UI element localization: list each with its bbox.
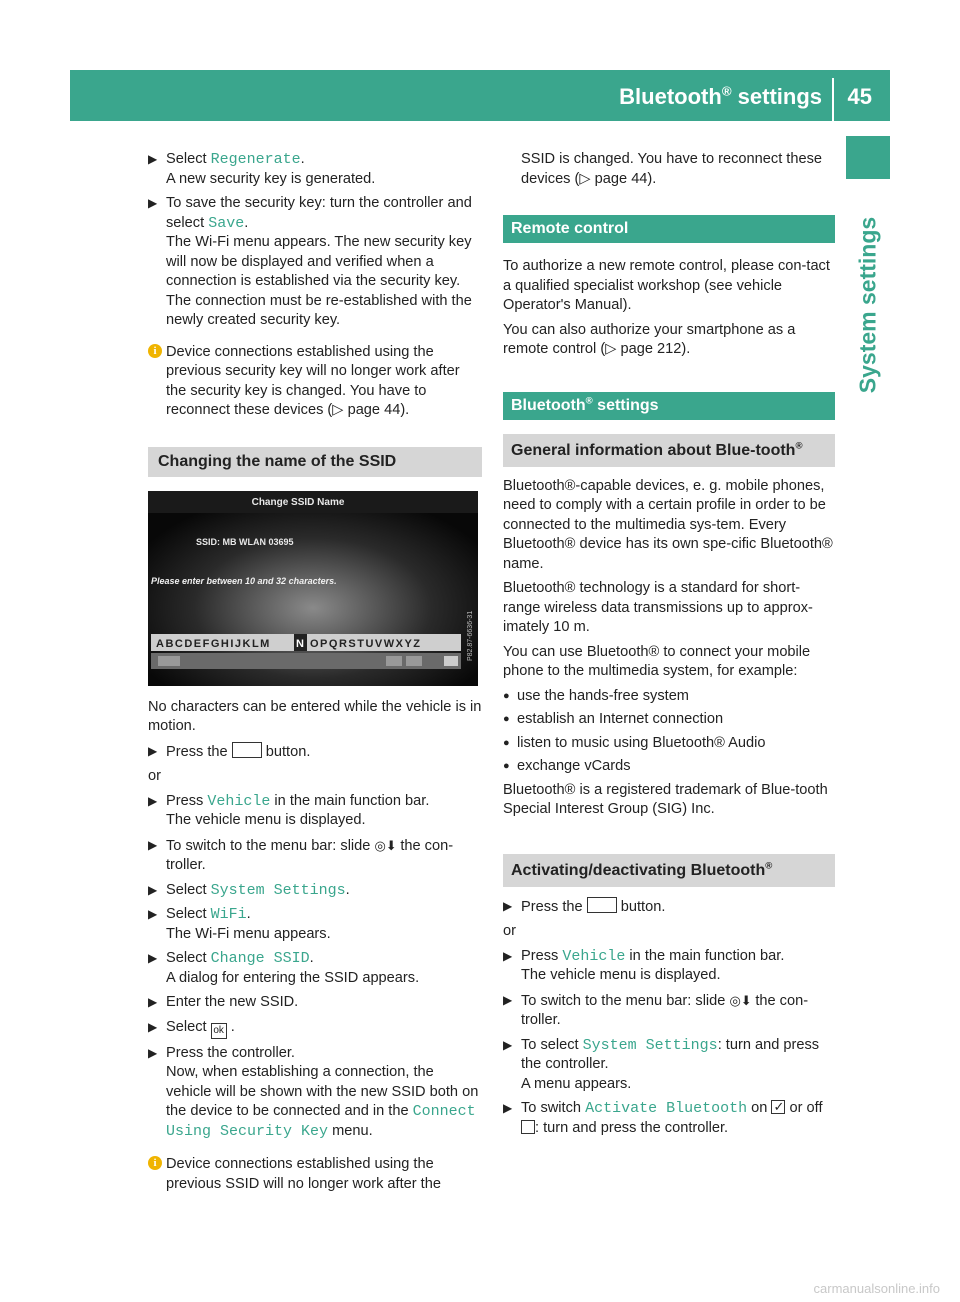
ssid-screen-graphic — [148, 491, 478, 686]
arrow-icon: ▶ — [148, 152, 158, 166]
step-switch-menu-bar-right: ▶ To switch to the menu bar: slide ◎⬇ the con-troller. — [503, 992, 809, 1028]
bullet-icon: ● — [503, 760, 510, 772]
step-press-vehicle-button-right: ▶ Press the button. — [503, 898, 666, 915]
ok-icon: ok — [211, 1023, 227, 1039]
step-switch-menu-bar: ▶ To switch to the menu bar: slide ◎⬇ the con-troller. — [148, 837, 454, 873]
checkbox-checked-icon: ✓ — [773, 1099, 785, 1114]
step-press-vehicle-button: ▶ Press the button. — [148, 743, 311, 760]
bullet-icon: ● — [503, 713, 510, 725]
checkbox-empty-icon — [521, 1120, 535, 1134]
right-column — [503, 150, 835, 1143]
arrow-icon: ▶ — [148, 995, 158, 1009]
svg-text:ABCDEFGHIJKLM: ABCDEFGHIJKLM — [156, 637, 271, 650]
vehicle-button-icon — [232, 742, 262, 758]
section-heading-remote: Remote control — [503, 215, 835, 243]
controller-slide-icon: ◎⬇ — [374, 837, 401, 853]
step-enter-ssid: ▶ Enter the new SSID. — [148, 993, 482, 1013]
paragraph-motion: No characters can be entered while the vehicle is in motion. — [148, 698, 482, 734]
step-select-regenerate: ▶ Select Regenerate. A new security key is generated. — [148, 151, 376, 187]
paragraph-remote-1: To authorize a new remote control, please con-tact a qualified specialist workshop (see vehicle Operator's Manual). — [503, 258, 830, 313]
page-header — [70, 70, 890, 121]
svg-text:SSID: MB WLAN 03695: SSID: MB WLAN 03695 — [196, 536, 294, 547]
side-tab: System settings — [854, 216, 881, 394]
arrow-icon: ▶ — [503, 948, 513, 963]
svg-text:Change SSID Name: Change SSID Name — [251, 496, 345, 508]
list-item: ● listen to music using Bluetooth® Audio — [503, 734, 835, 754]
arrow-icon: ▶ — [148, 837, 158, 852]
step-select-wifi: ▶ Select WiFi. The Wi-Fi menu appears. — [148, 906, 331, 942]
arrow-icon: ▶ — [503, 992, 513, 1007]
step-select-system-settings: ▶ Select System Settings. — [148, 881, 350, 899]
step-press-vehicle-menu-right: ▶ Press Vehicle in the main function bar. The vehicle menu is displayed. — [503, 947, 785, 983]
svg-text:N: N — [296, 637, 304, 650]
step-save-key: ▶ To save the security key: turn the controller and select Save. The Wi-Fi menu appears. The new security key will now be displayed and verified when a connection is established via the security key. The connection must be re-established with the newly created security key. — [148, 195, 472, 328]
arrow-icon: ▶ — [148, 951, 158, 965]
list-item: ● use the hands-free system — [503, 687, 835, 707]
list-item: ● exchange vCards — [503, 757, 835, 777]
controller-slide-icon: ◎⬇ — [729, 992, 756, 1008]
step-press-vehicle-menu: ▶ Press Vehicle in the main function bar. The vehicle menu is displayed. — [148, 792, 430, 828]
side-tab-marker — [846, 136, 890, 179]
step-select-system-settings-right: ▶ To select System Settings: turn and press the controller. A menu appears. — [503, 1036, 820, 1092]
or-text: or — [503, 923, 516, 939]
arrow-icon: ▶ — [148, 1045, 158, 1060]
arrow-icon: ▶ — [148, 882, 158, 897]
paragraph-remote-2: You can also authorize your smartphone as a remote control (▷ page 212). — [503, 321, 796, 357]
vehicle-button-icon — [587, 897, 617, 913]
subheading-general-bluetooth: General information about Blue-tooth® — [503, 434, 835, 467]
info-icon: i — [148, 1156, 162, 1170]
step-press-controller: ▶ Press the controller. Now, when establishing a connection, the vehicle will be shown with the new SSID both on the device to be connected and in the Connect Using Security Key menu. — [148, 1044, 479, 1140]
ssid-screenshot — [148, 491, 478, 686]
svg-text:OPQRSTUVWXYZ: OPQRSTUVWXYZ — [310, 637, 422, 650]
or-text: or — [148, 768, 161, 784]
step-activate-bluetooth: ▶ To switch Activate Bluetooth on ✓ or off : turn and press the controller. — [503, 1099, 823, 1136]
svg-text:P82.87-6636-31: P82.87-6636-31 — [467, 610, 474, 661]
footer-watermark: carmanualsonline.info — [813, 1281, 940, 1296]
note-continuation: SSID is changed. You have to reconnect these devices (▷ page 44). — [521, 151, 823, 187]
arrow-icon: ▶ — [148, 793, 158, 808]
arrow-icon: ▶ — [148, 743, 158, 758]
subheading-activate-bluetooth: Activating/deactivating Bluetooth® — [503, 854, 835, 887]
info-note-ssid: i Device connections established using the previous SSID will no longer work after the — [148, 1155, 482, 1194]
paragraph-bt-4: Bluetooth® is a registered trademark of Blue-tooth Special Interest Group (SIG) Inc. — [503, 781, 828, 817]
paragraph-bt-1: Bluetooth®-capable devices, e. g. mobile phones, need to comply with a certain profile in order to be connected to the multimedia sys-tem. Every Bluetooth® device has its own spe-cific Bluetooth® name. — [503, 477, 833, 572]
section-heading-ssid: Changing the name of the SSID — [148, 447, 482, 477]
info-note: i Device connections established using the previous security key will no longer work after the security key is changed. You have to reconnect these devices (▷ page 44). — [148, 343, 482, 421]
step-select-ok: ▶ Select ok . — [148, 1018, 482, 1039]
arrow-icon: ▶ — [148, 907, 158, 921]
info-icon: i — [148, 344, 162, 358]
paragraph-bt-3: You can use Bluetooth® to connect your mobile phone to the multimedia system, for example: — [503, 643, 811, 679]
list-item: ● establish an Internet connection — [503, 710, 835, 730]
step-select-change-ssid: ▶ Select Change SSID. A dialog for entering the SSID appears. — [148, 950, 420, 986]
arrow-icon: ▶ — [503, 898, 513, 913]
paragraph-bt-2: Bluetooth® technology is a standard for short-range wireless data transmissions up to approx-imately 10 m. — [503, 580, 813, 635]
svg-text:Please enter between 10 and 32: Please enter between 10 and 32 characters. — [151, 575, 337, 586]
bullet-icon: ● — [503, 689, 510, 702]
page-number: 45 — [847, 84, 872, 109]
arrow-icon: ▶ — [148, 196, 158, 210]
bullet-icon: ● — [503, 736, 510, 749]
arrow-icon: ▶ — [503, 1037, 513, 1052]
header-title: Bluetooth® settings — [619, 83, 822, 109]
arrow-icon: ▶ — [148, 1019, 158, 1034]
header-divider — [832, 78, 834, 121]
section-heading-bluetooth: Bluetooth® settings — [503, 392, 835, 420]
arrow-icon: ▶ — [503, 1101, 513, 1115]
left-column — [148, 150, 482, 1204]
